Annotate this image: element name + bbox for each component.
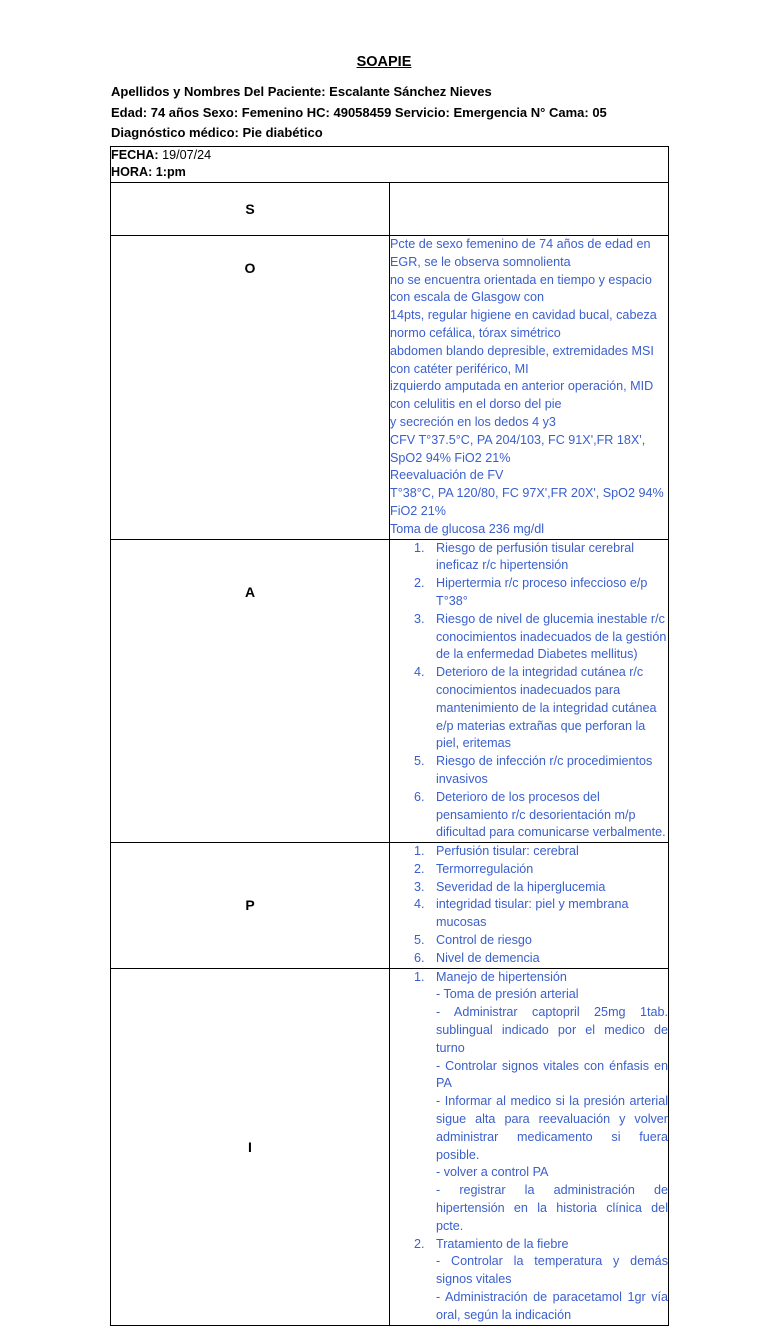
objective-line: y secreción en los dedos 4 y3: [390, 414, 556, 429]
intervention-list: [390, 969, 668, 1325]
list-text: Tratamiento de la fiebre: [436, 1236, 569, 1251]
list-item: [390, 575, 668, 611]
date-row: [111, 147, 669, 183]
soapie-table: [110, 146, 669, 1326]
list-item: [390, 861, 668, 879]
o-label: O: [111, 236, 390, 540]
list-text: Termorregulación: [436, 861, 534, 876]
list-text: Manejo de hipertensión: [436, 969, 567, 984]
list-number: 1.: [414, 844, 425, 859]
list-item: [390, 664, 668, 753]
list-text: integridad tisular: piel y membrana mucosas: [436, 897, 629, 930]
document-title: SOAPIE: [356, 54, 412, 70]
sub-item: - Toma de presión arterial: [436, 987, 579, 1002]
sub-item: - Informar al medico si la presión arterial sigue alta para reevaluación y volver administrar medicamento si fuera posible.: [436, 1094, 668, 1162]
list-text: Deterioro de la integridad cutánea r/c conocimientos inadecuados para mantenimiento de la integridad cutánea e/p materias extrañas que perforan la piel, eritemas: [436, 665, 657, 751]
diagnosis-line: Diagnóstico médico: Pie diabético: [111, 125, 323, 140]
a-label: A: [111, 539, 390, 843]
intervention-cell: [390, 968, 669, 1325]
hora-label: HORA: 1:pm: [111, 165, 186, 179]
sub-item: - Administración de paracetamol 1gr vía oral, según la indicación: [436, 1290, 668, 1322]
list-text: Riesgo de perfusión tisular cerebral ineficaz r/c hipertensión: [436, 540, 635, 573]
list-text: Nivel de demencia: [436, 950, 540, 965]
list-item: [390, 843, 668, 861]
list-text: Riesgo de infección r/c procedimientos invasivos: [436, 754, 653, 786]
list-text: Deterioro de los procesos del pensamiento r/c desorientación m/p dificultad para comunicarse verbalmente.: [436, 789, 666, 840]
list-number: 3.: [414, 611, 425, 626]
list-number: 6.: [414, 789, 425, 804]
list-item: [390, 540, 668, 576]
list-text: Hipertermia r/c proceso infeccioso e/p T°38°: [436, 576, 648, 608]
list-number: 2.: [414, 1236, 425, 1251]
list-item: [390, 1236, 668, 1325]
patient-info-line: Edad: 74 años Sexo: Femenino HC: 49058459 Servicio: Emergencia N° Cama: 05: [111, 105, 607, 120]
list-text: Riesgo de nivel de glucemia inestable r/c conocimientos inadecuados de la gestión de la enfermedad Diabetes mellitus): [436, 611, 667, 662]
a-row: [111, 539, 669, 843]
sub-item: - volver a control PA: [436, 1165, 549, 1180]
objective-line: Toma de glucosa 236 mg/dl: [390, 521, 545, 536]
objective-line: no se encuentra orientada en tiempo y espacio con escala de Glasgow con: [390, 272, 652, 305]
list-number: 1.: [414, 969, 425, 984]
objective-line: 14pts, regular higiene en cavidad bucal, cabeza normo cefálica, tórax simétrico: [390, 308, 657, 340]
list-number: 1.: [414, 540, 425, 555]
objective-line: Reevaluación de FV: [390, 468, 504, 483]
sub-item: - Controlar signos vitales con énfasis en PA: [436, 1058, 668, 1091]
list-number: 2.: [414, 861, 425, 876]
s-label: S: [111, 183, 390, 236]
assessment-list: [390, 540, 668, 843]
list-item: [390, 753, 668, 789]
list-item: [390, 969, 668, 1236]
i-row: [111, 968, 669, 1325]
patient-name-line: Apellidos y Nombres Del Paciente: Escalante Sánchez Nieves: [111, 84, 492, 99]
fecha-value: 19/07/24: [158, 148, 212, 162]
list-item: [390, 896, 668, 932]
objective-line: Pcte de sexo femenino de 74 años de edad en EGR, se le observa somnolienta: [390, 237, 651, 269]
subjective-cell: [390, 183, 669, 236]
objective-line: CFV T°37.5°C, PA 204/103, FC 91X',FR 18X', SpO2 94% FiO2 21%: [390, 432, 646, 465]
list-item: [390, 932, 668, 950]
list-number: 4.: [414, 665, 425, 680]
list-number: 5.: [414, 933, 425, 948]
s-row: [111, 183, 669, 236]
o-row: [111, 236, 669, 540]
list-text: Perfusión tisular: cerebral: [436, 844, 579, 859]
list-item: [390, 950, 668, 968]
fecha-label: FECHA:: [111, 148, 159, 162]
list-item: [390, 611, 668, 664]
p-row: [111, 843, 669, 969]
plan-cell: [390, 843, 669, 969]
p-label: P: [111, 843, 390, 969]
list-number: 5.: [414, 754, 425, 769]
sub-item: - registrar la administración de hipertensión en la historia clínica del pcte.: [436, 1183, 668, 1233]
list-number: 4.: [414, 897, 425, 912]
objective-line: izquierdo amputada en anterior operación, MID con celulitis en el dorso del pie: [390, 379, 654, 412]
objective-line: abdomen blando depresible, extremidades MSI con catéter periférico, MI: [390, 343, 654, 376]
objective-cell: [390, 236, 669, 540]
plan-list: [390, 843, 668, 968]
i-label: I: [111, 968, 390, 1325]
list-text: Severidad de la hiperglucemia: [436, 879, 606, 894]
assessment-cell: [390, 539, 669, 843]
list-text: Control de riesgo: [436, 933, 532, 948]
list-number: 6.: [414, 950, 425, 965]
objective-line: T°38°C, PA 120/80, FC 97X',FR 20X', SpO2 94% FiO2 21%: [390, 486, 664, 518]
date-cell: [111, 147, 669, 183]
list-item: [390, 789, 668, 842]
sub-item: - Controlar la temperatura y demás signos vitales: [436, 1254, 668, 1287]
list-item: [390, 879, 668, 897]
list-number: 3.: [414, 879, 425, 894]
sub-item: - Administrar captopril 25mg 1tab. sublingual indicado por el medico de turno: [436, 1005, 668, 1055]
list-number: 2.: [414, 576, 425, 591]
